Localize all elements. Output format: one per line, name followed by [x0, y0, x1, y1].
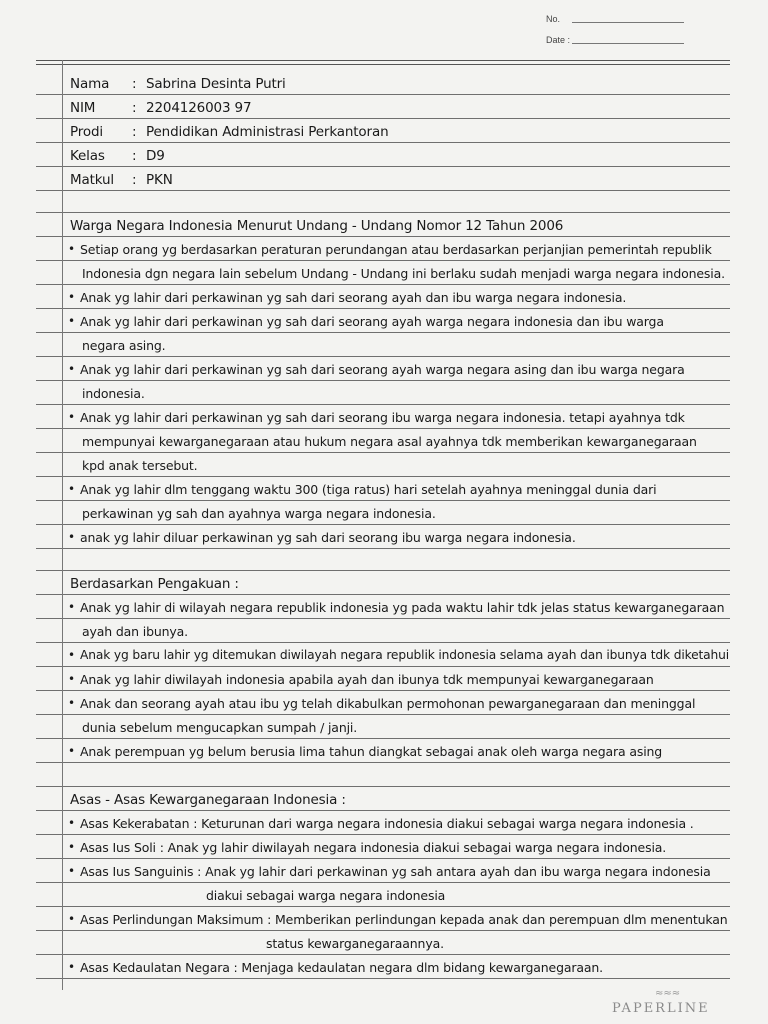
note-line: anak yg lahir diluar perkawinan yg sah dari seorang ibu warga negara indonesia. [80, 530, 576, 545]
note-line: Asas Kedaulatan Negara : Menjaga kedaulatan negara dlm bidang kewarganegaraan. [80, 960, 603, 975]
rule [36, 380, 730, 381]
rule [36, 762, 730, 763]
rule [36, 94, 730, 95]
rule [36, 618, 730, 619]
note-line: Asas Perlindungan Maksimum : Memberikan perlindungan kepada anak dan perempuan dlm menentukan [80, 912, 728, 927]
rule [36, 500, 730, 501]
bullet: • [68, 648, 76, 662]
bullet: • [68, 242, 76, 256]
rule [36, 906, 730, 907]
rule [36, 404, 730, 405]
bullet: • [68, 912, 76, 926]
note-line: Anak yg lahir dari perkawinan yg sah dari seorang ibu warga negara indonesia. tetapi ayahnya tdk [80, 410, 685, 425]
note-line: Anak perempuan yg belum berusia lima tahun diangkat sebagai anak oleh warga negara asing [80, 744, 663, 759]
no-label: No. [546, 14, 561, 24]
identity-sep: : [132, 148, 137, 164]
rule [36, 858, 730, 859]
note-line: Setiap orang yg berdasarkan peraturan perundangan atau berdasarkan perjanjian pemerintah republik [80, 242, 712, 257]
note-line: Anak yg lahir dlm tenggang waktu 300 (tiga ratus) hari setelah ayahnya meninggal dunia dari [80, 482, 657, 497]
section-title: Warga Negara Indonesia Menurut Undang - Undang Nomor 12 Tahun 2006 [70, 218, 564, 234]
identity-key: NIM [70, 100, 96, 116]
rule [36, 738, 730, 739]
identity-sep: : [132, 124, 137, 140]
note-line: Anak yg lahir di wilayah negara republik indonesia yg pada waktu lahir tdk jelas status kewarganegaraan [80, 600, 725, 615]
rule [36, 666, 730, 667]
section-title: Berdasarkan Pengakuan : [70, 576, 239, 592]
note-line: indonesia. [82, 386, 145, 401]
top-rule-2 [36, 64, 730, 65]
rule [36, 452, 730, 453]
rule [36, 882, 730, 883]
no-line [572, 22, 684, 23]
rule [36, 236, 730, 237]
rule [36, 978, 730, 979]
paperline-logo: PAPERLINE [612, 1001, 710, 1016]
note-line: kpd anak tersebut. [82, 458, 198, 473]
bullet: • [68, 362, 76, 376]
note-line: perkawinan yg sah dan ayahnya warga negara indonesia. [82, 506, 436, 521]
rule [36, 524, 730, 525]
bullet: • [68, 314, 76, 328]
rule [36, 428, 730, 429]
date-label: Date : [546, 35, 571, 45]
rule [36, 142, 730, 143]
note-line: negara asing. [82, 338, 166, 353]
bullet: • [68, 600, 76, 614]
note-line: Asas Ius Soli : Anak yg lahir diwilayah negara indonesia diakui sebagai warga negara indonesia. [80, 840, 667, 855]
note-line: Indonesia dgn negara lain sebelum Undang - Undang ini berlaku sudah menjadi warga negara indonesia. [82, 266, 725, 281]
bullet: • [68, 290, 76, 304]
identity-value: PKN [146, 172, 173, 188]
note-line: Asas Kekerabatan : Keturunan dari warga negara indonesia diakui sebagai warga negara indonesia . [80, 816, 694, 831]
rule [36, 810, 730, 811]
note-line: mempunyai kewarganegaraan atau hukum negara asal ayahnya tdk memberikan kewarganegaraan [82, 434, 697, 449]
bullet: • [68, 840, 76, 854]
rule [36, 714, 730, 715]
note-line: diakui sebagai warga negara indonesia [206, 888, 446, 903]
note-line: Anak yg lahir dari perkawinan yg sah dari seorang ayah warga negara asing dan ibu warga negara [80, 362, 685, 377]
identity-value: D9 [146, 148, 165, 164]
bullet: • [68, 410, 76, 424]
note-line: Anak dan seorang ayah atau ibu yg telah dikabulkan permohonan pewarganegaraan dan meninggal [80, 696, 696, 711]
identity-value: 2204126003 97 [146, 100, 252, 116]
bullet: • [68, 530, 76, 544]
note-line: Anak yg baru lahir yg ditemukan diwilayah negara republik indonesia selama ayah dan ibunya tdk diketahui [80, 648, 729, 662]
identity-value: Pendidikan Administrasi Perkantoran [146, 124, 389, 140]
top-rule [36, 60, 730, 61]
note-line: dunia sebelum mengucapkan sumpah / janji. [82, 720, 358, 735]
note-line: ayah dan ibunya. [82, 624, 188, 639]
rule [36, 284, 730, 285]
identity-key: Kelas [70, 148, 105, 164]
rule [36, 166, 730, 167]
rule [36, 190, 730, 191]
margin-line [62, 60, 63, 990]
bullet: • [68, 816, 76, 830]
rule [36, 834, 730, 835]
bullet: • [68, 482, 76, 496]
rule [36, 260, 730, 261]
bullet: • [68, 744, 76, 758]
section-title: Asas - Asas Kewarganegaraan Indonesia : [70, 792, 346, 808]
rule [36, 690, 730, 691]
note-line: Asas Ius Sanguinis : Anak yg lahir dari perkawinan yg sah antara ayah dan ibu warga negara indonesia [80, 864, 711, 879]
identity-key: Nama [70, 76, 110, 92]
note-line: Anak yg lahir dari perkawinan yg sah dari seorang ayah warga negara indonesia dan ibu warga [80, 314, 664, 329]
bullet: • [68, 696, 76, 710]
note-line: status kewarganegaraannya. [266, 936, 444, 951]
rule [36, 548, 730, 549]
rule [36, 356, 730, 357]
rule [36, 570, 730, 571]
identity-sep: : [132, 100, 137, 116]
note-line: Anak yg lahir diwilayah indonesia apabila ayah dan ibunya tdk mempunyai kewarganegaraan [80, 672, 654, 687]
identity-value: Sabrina Desinta Putri [146, 76, 286, 92]
bullet: • [68, 672, 76, 686]
rule [36, 930, 730, 931]
rule [36, 786, 730, 787]
rule [36, 642, 730, 643]
rule [36, 212, 730, 213]
rule [36, 332, 730, 333]
paperline-logo-icon: ≈≈≈ [655, 988, 681, 999]
identity-sep: : [132, 76, 137, 92]
rule [36, 954, 730, 955]
rule [36, 308, 730, 309]
rule [36, 594, 730, 595]
date-line [572, 43, 684, 44]
bullet: • [68, 864, 76, 878]
identity-key: Matkul [70, 172, 115, 188]
identity-key: Prodi [70, 124, 103, 140]
rule [36, 476, 730, 477]
identity-sep: : [132, 172, 137, 188]
rule [36, 118, 730, 119]
bullet: • [68, 960, 76, 974]
note-line: Anak yg lahir dari perkawinan yg sah dari seorang ayah dan ibu warga negara indonesia. [80, 290, 627, 305]
